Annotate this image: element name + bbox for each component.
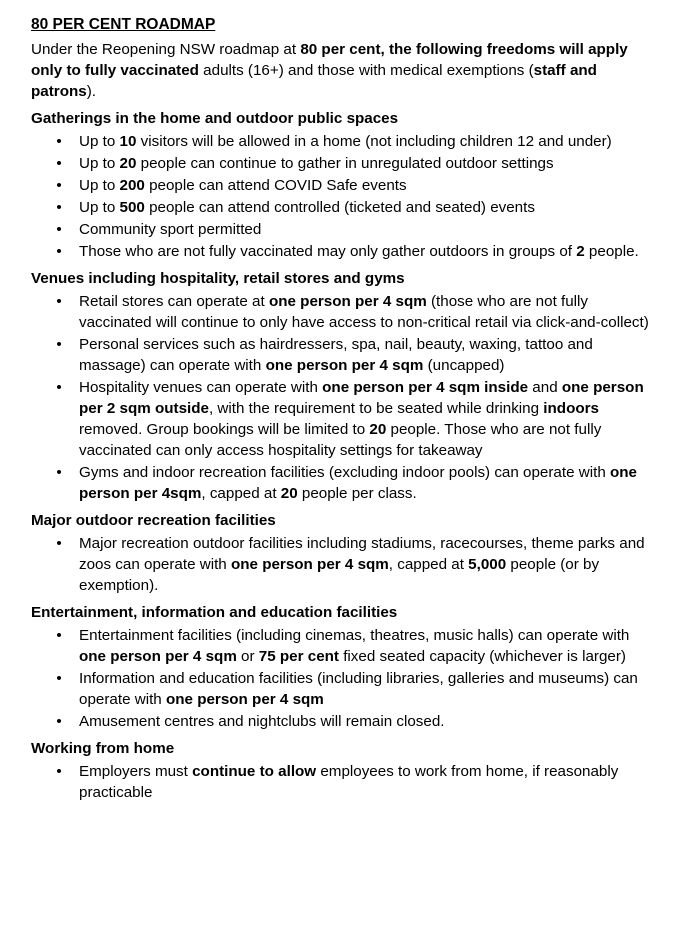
text-run: employees to work from home, if reasonably practicable	[79, 763, 619, 801]
list-item	[31, 334, 650, 376]
intro-paragraph	[31, 39, 650, 102]
bold-text: 5,000	[468, 556, 507, 573]
bullet-icon: •	[56, 713, 62, 730]
bold-text: one person per 4 sqm	[265, 357, 424, 374]
text-run: (uncapped)	[423, 357, 505, 374]
text-run: Up to	[79, 177, 120, 194]
bold-text: 200	[119, 177, 145, 194]
text-run: Major recreation outdoor facilities including stadiums, racecourses, theme parks and zoos can operate with	[79, 535, 645, 573]
text-run: Personal services such as hairdressers, spa, nail, beauty, waxing, tattoo and massage) can operate with	[79, 336, 593, 374]
text-run: , capped at	[388, 556, 469, 573]
list-item	[31, 711, 650, 732]
bullet-icon: •	[56, 379, 62, 396]
bullet-list	[31, 291, 650, 504]
list-item	[31, 668, 650, 710]
text-run: Employers must	[79, 763, 193, 780]
bullet-icon: •	[56, 464, 62, 481]
text-run: Hospitality venues can operate with	[79, 379, 323, 396]
bullet-icon: •	[56, 293, 62, 310]
bullet-icon: •	[56, 535, 62, 552]
bold-text: one person per 2 sqm outside	[79, 379, 644, 417]
bullet-list	[31, 761, 650, 803]
page-title: 80 PER CENT ROADMAP	[31, 16, 216, 33]
text-run: Under the Reopening NSW roadmap at	[31, 41, 301, 58]
text-run: and	[528, 379, 562, 396]
bullet-icon: •	[56, 177, 62, 194]
text-run: people can attend controlled (ticketed and seated) events	[144, 199, 535, 216]
text-run: Up to	[79, 133, 120, 150]
text-run: people per class.	[297, 485, 417, 502]
section-heading: Entertainment, information and education facilities	[31, 604, 398, 621]
bold-text: one person per 4 sqm	[165, 691, 324, 708]
text-run: Information and education facilities (including libraries, galleries and museums) can operate with	[79, 670, 638, 708]
list-item	[31, 625, 650, 667]
section-heading: Venues including hospitality, retail stores and gyms	[31, 270, 405, 287]
bullet-icon: •	[56, 221, 62, 238]
text-run: , capped at	[201, 485, 281, 502]
list-item	[31, 219, 650, 240]
bold-text: staff and patrons	[31, 62, 597, 100]
bullet-list	[31, 625, 650, 732]
list-item	[31, 533, 650, 596]
section-heading: Major outdoor recreation facilities	[31, 512, 276, 529]
bold-text: 20	[119, 155, 137, 172]
list-item	[31, 377, 650, 461]
bullet-list	[31, 131, 650, 262]
bold-text: one person per 4 sqm inside	[322, 379, 529, 396]
list-item	[31, 175, 650, 196]
text-run: Up to	[79, 155, 120, 172]
bullet-icon: •	[56, 199, 62, 216]
text-run: people can attend COVID Safe events	[144, 177, 407, 194]
list-item	[31, 462, 650, 504]
bold-text: 20	[280, 485, 298, 502]
bold-text: indoors	[543, 400, 599, 417]
list-item	[31, 153, 650, 174]
bullet-icon: •	[56, 670, 62, 687]
text-run: ).	[86, 83, 96, 100]
text-run: , with the requirement to be seated while drinking	[208, 400, 544, 417]
text-run: Up to	[79, 199, 120, 216]
text-run: or	[236, 648, 259, 665]
text-run: fixed seated capacity (whichever is larger)	[338, 648, 626, 665]
text-run: removed. Group bookings will be limited to	[79, 421, 370, 438]
text-run: adults (16+) and those with medical exemptions (	[198, 62, 534, 79]
bold-text: 80 per cent, the following freedoms will apply only to fully vaccinated	[31, 41, 628, 79]
text-run: people.	[584, 243, 639, 260]
bullet-icon: •	[56, 133, 62, 150]
text-run: Retail stores can operate at	[79, 293, 269, 310]
bold-text: 2	[576, 243, 585, 260]
section-heading: Gatherings in the home and outdoor public spaces	[31, 110, 399, 127]
bold-text: one person per 4sqm	[79, 464, 638, 502]
sections-container	[31, 108, 650, 803]
list-item	[31, 761, 650, 803]
bullet-icon: •	[56, 155, 62, 172]
list-item	[31, 197, 650, 218]
bold-text: 20	[369, 421, 387, 438]
list-item	[31, 291, 650, 333]
bold-text: 10	[119, 133, 137, 150]
text-run: visitors will be allowed in a home (not including children 12 and under)	[136, 133, 612, 150]
bold-text: one person per 4 sqm	[230, 556, 389, 573]
text-run: Those who are not fully vaccinated may only gather outdoors in groups of	[79, 243, 577, 260]
text-run: Amusement centres and nightclubs will remain closed.	[79, 713, 445, 730]
bold-text: one person per 4 sqm	[79, 648, 237, 665]
bullet-icon: •	[56, 336, 62, 353]
text-run: people. Those who are not fully vaccinated can only access hospitality settings for takeaway	[79, 421, 602, 459]
text-run: Community sport permitted	[79, 221, 262, 238]
text-run: Gyms and indoor recreation facilities (excluding indoor pools) can operate with	[79, 464, 610, 481]
bold-text: one person per 4 sqm	[268, 293, 427, 310]
list-item	[31, 241, 650, 262]
list-item	[31, 131, 650, 152]
text-run: (those who are not fully vaccinated will continue to only have access to non-critical retail via click-and-collect)	[79, 293, 649, 331]
bullet-icon: •	[56, 243, 62, 260]
bullet-icon: •	[56, 763, 62, 780]
section-heading: Working from home	[31, 740, 175, 757]
text-run: Entertainment facilities (including cinemas, theatres, music halls) can operate with	[79, 627, 630, 644]
bullet-list	[31, 533, 650, 596]
bold-text: continue to allow	[192, 763, 317, 780]
text-run: people (or by exemption).	[79, 556, 600, 594]
text-run: people can continue to gather in unregulated outdoor settings	[136, 155, 554, 172]
bullet-icon: •	[56, 627, 62, 644]
bold-text: 75 per cent	[258, 648, 339, 665]
bold-text: 500	[119, 199, 145, 216]
